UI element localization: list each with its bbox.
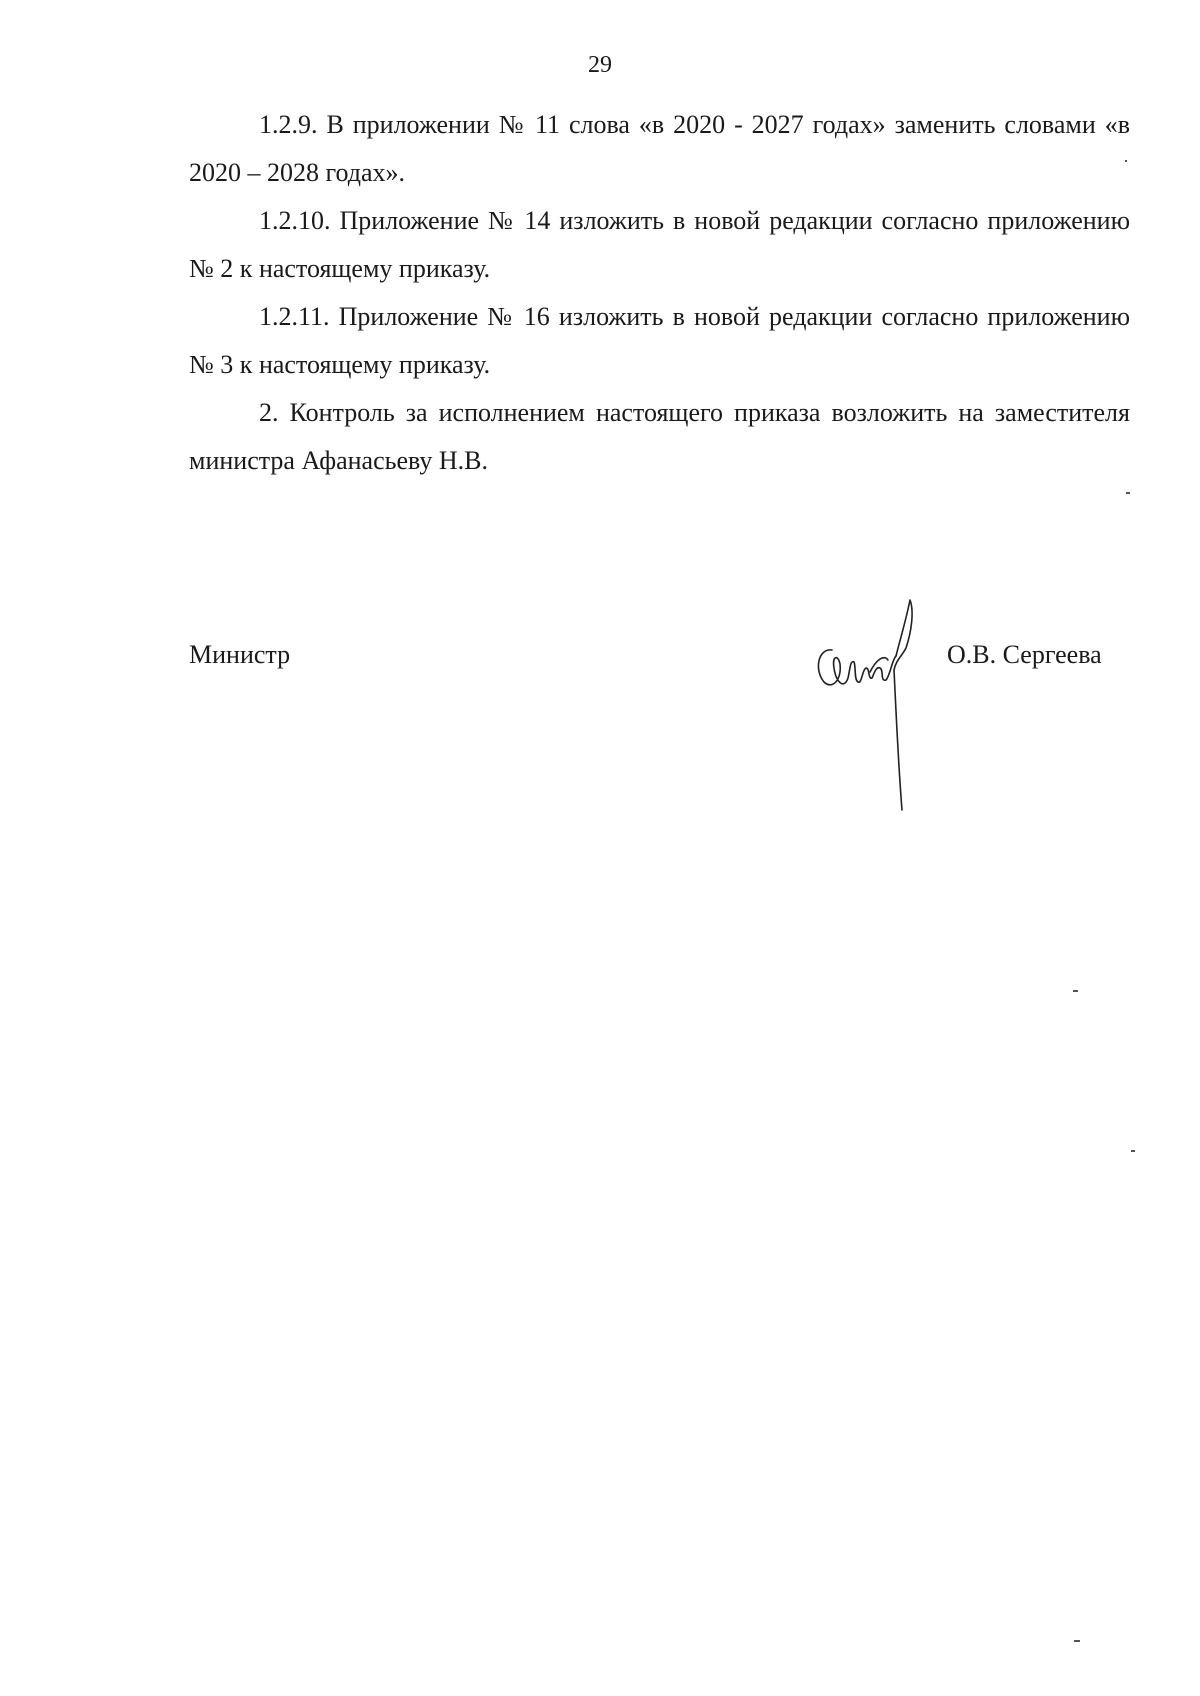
scan-speck — [1073, 990, 1078, 992]
page-number: 29 — [588, 52, 612, 78]
scan-speck — [1125, 160, 1127, 162]
paragraph-1-2-9: 1.2.9. В приложении № 11 слова «в 2020 - 2027 годах» заменить словами «в 2020 – 2028 годах». — [189, 110, 1130, 187]
signature-block — [189, 640, 1130, 680]
scan-speck — [1131, 1150, 1135, 1152]
signer-title: Министр — [189, 640, 291, 669]
paragraph-1-2-10: 1.2.10. Приложение № 14 изложить в новой редакции согласно приложению № 2 к настоящему приказу. — [189, 206, 1130, 283]
handwritten-signature — [810, 590, 945, 830]
scan-speck — [1074, 1640, 1080, 1642]
signer-name: О.В. Сергеева — [947, 640, 1102, 669]
scan-speck — [1126, 492, 1130, 494]
paragraph-2-control: 2. Контроль за исполнением настоящего приказа возложить на заместителя министра Афанасьеву Н.В. — [189, 398, 1130, 475]
paragraph-1-2-11: 1.2.11. Приложение № 16 изложить в новой редакции согласно приложению № 3 к настоящему приказу. — [189, 302, 1130, 379]
document-body — [189, 101, 1130, 485]
